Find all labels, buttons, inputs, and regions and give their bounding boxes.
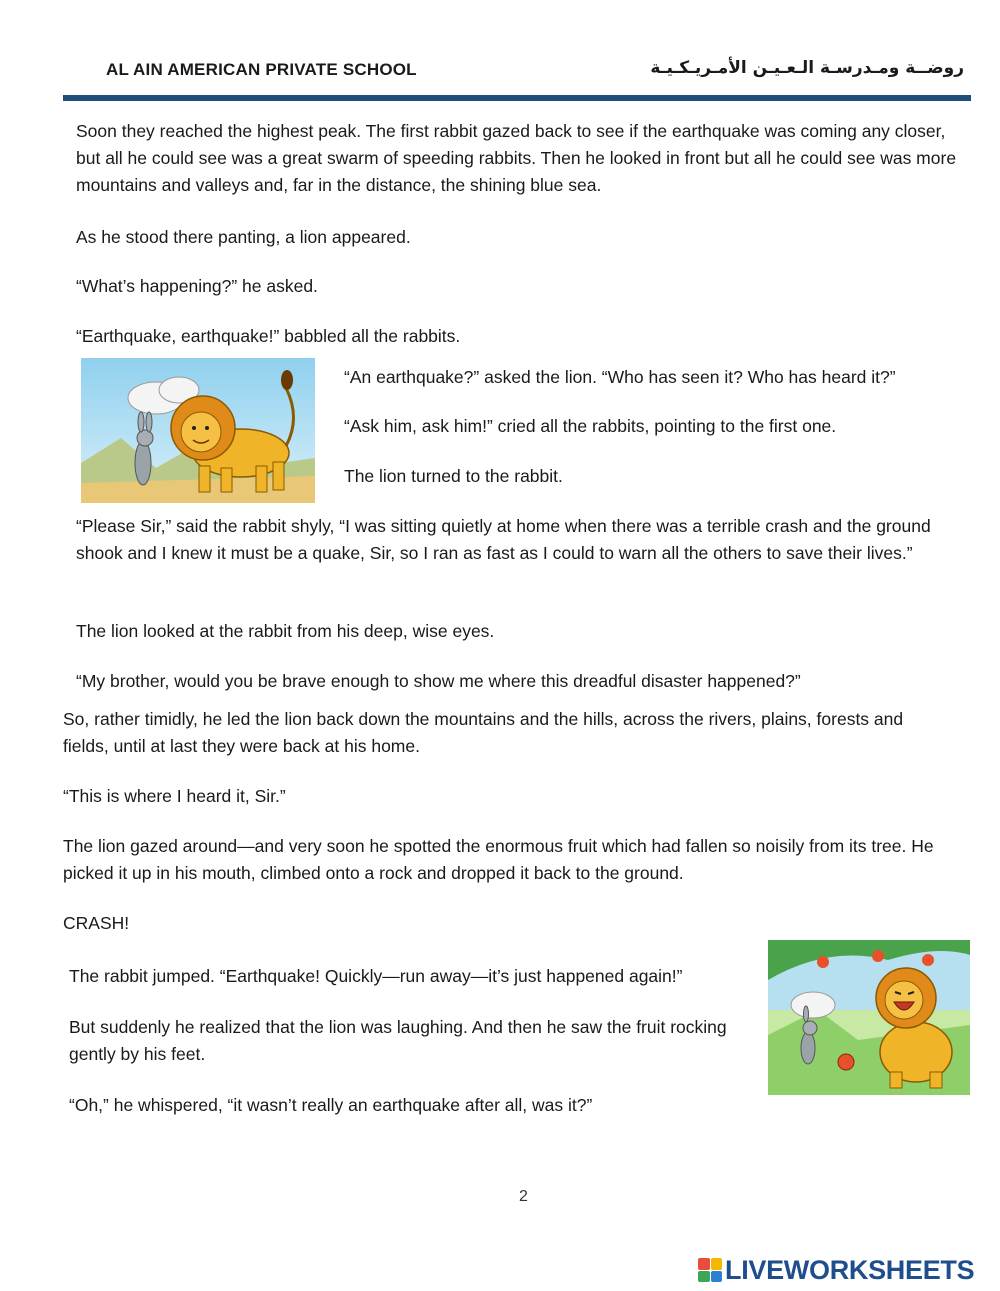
- paragraph-earthquake-cry: “Earthquake, earthquake!” babbled all the rabbits.: [76, 326, 461, 346]
- lion-and-rabbit-illustration: [81, 358, 315, 503]
- header-divider: [63, 95, 971, 101]
- liveworksheets-wordmark: LIVEWORKSHEETS: [725, 1254, 975, 1285]
- paragraph-where-heard: “This is where I heard it, Sir.”: [63, 786, 286, 806]
- paragraph-oh-whispered: “Oh,” he whispered, “it wasn’t really an earthquake after all, was it?”: [69, 1095, 593, 1115]
- paragraph-crash: CRASH!: [63, 913, 130, 933]
- paragraph-my-brother: “My brother, would you be brave enough to show me where this dreadful disaster happened?”: [76, 671, 801, 691]
- paragraph-whats-happening: “What’s happening?” he asked.: [76, 276, 318, 296]
- paragraph-lion-appeared: As he stood there panting, a lion appeared.: [76, 227, 411, 247]
- laughing-lion-illustration: [768, 940, 970, 1095]
- paragraph-please-sir: “Please Sir,” said the rabbit shyly, “I was sitting quietly at home when there was a terrible crash and the ground shook and I knew it must be a quake, Sir, so I ran as fast as I could to warn all the others to save their lives.”: [76, 516, 931, 563]
- paragraph-lion-gazed: The lion gazed around—and very soon he spotted the enormous fruit which had fallen so noisily from its tree. He picked it up in his mouth, climbed onto a rock and dropped it back to the ground.: [63, 836, 934, 883]
- paragraph-lion-asks: “An earthquake?” asked the lion. “Who has seen it? Who has heard it?”: [344, 367, 896, 387]
- liveworksheets-badge-icon: [698, 1258, 722, 1282]
- paragraph-wise-eyes: The lion looked at the rabbit from his deep, wise eyes.: [76, 621, 495, 641]
- paragraph-highest-peak: Soon they reached the highest peak. The first rabbit gazed back to see if the earthquake was coming any closer, but all he could see was a great swarm of speeding rabbits. Then he looked in front but all he could see was more mountains and valleys and, far in the distance, the shining blue sea.: [76, 121, 957, 195]
- liveworksheets-logo: [698, 1255, 974, 1285]
- paragraph-rabbit-jumped: The rabbit jumped. “Earthquake! Quickly—run away—it’s just happened again!”: [69, 966, 683, 986]
- page-number: 2: [519, 1188, 528, 1205]
- paragraph-lion-laughing: But suddenly he realized that the lion was laughing. And then he saw the fruit rocking gently by his feet.: [69, 1017, 727, 1064]
- paragraph-led-lion-back: So, rather timidly, he led the lion back down the mountains and the hills, across the rivers, plains, forests and fields, until at last they were back at his home.: [63, 709, 904, 756]
- paragraph-ask-him: “Ask him, ask him!” cried all the rabbits, pointing to the first one.: [344, 416, 837, 436]
- paragraph-lion-turned: The lion turned to the rabbit.: [344, 466, 563, 486]
- school-name-english: AL AIN AMERICAN PRIVATE SCHOOL: [106, 60, 417, 79]
- school-name-arabic: روضــة ومـدرسـة الـعـيـن الأمـريـكـيـة: [650, 58, 964, 78]
